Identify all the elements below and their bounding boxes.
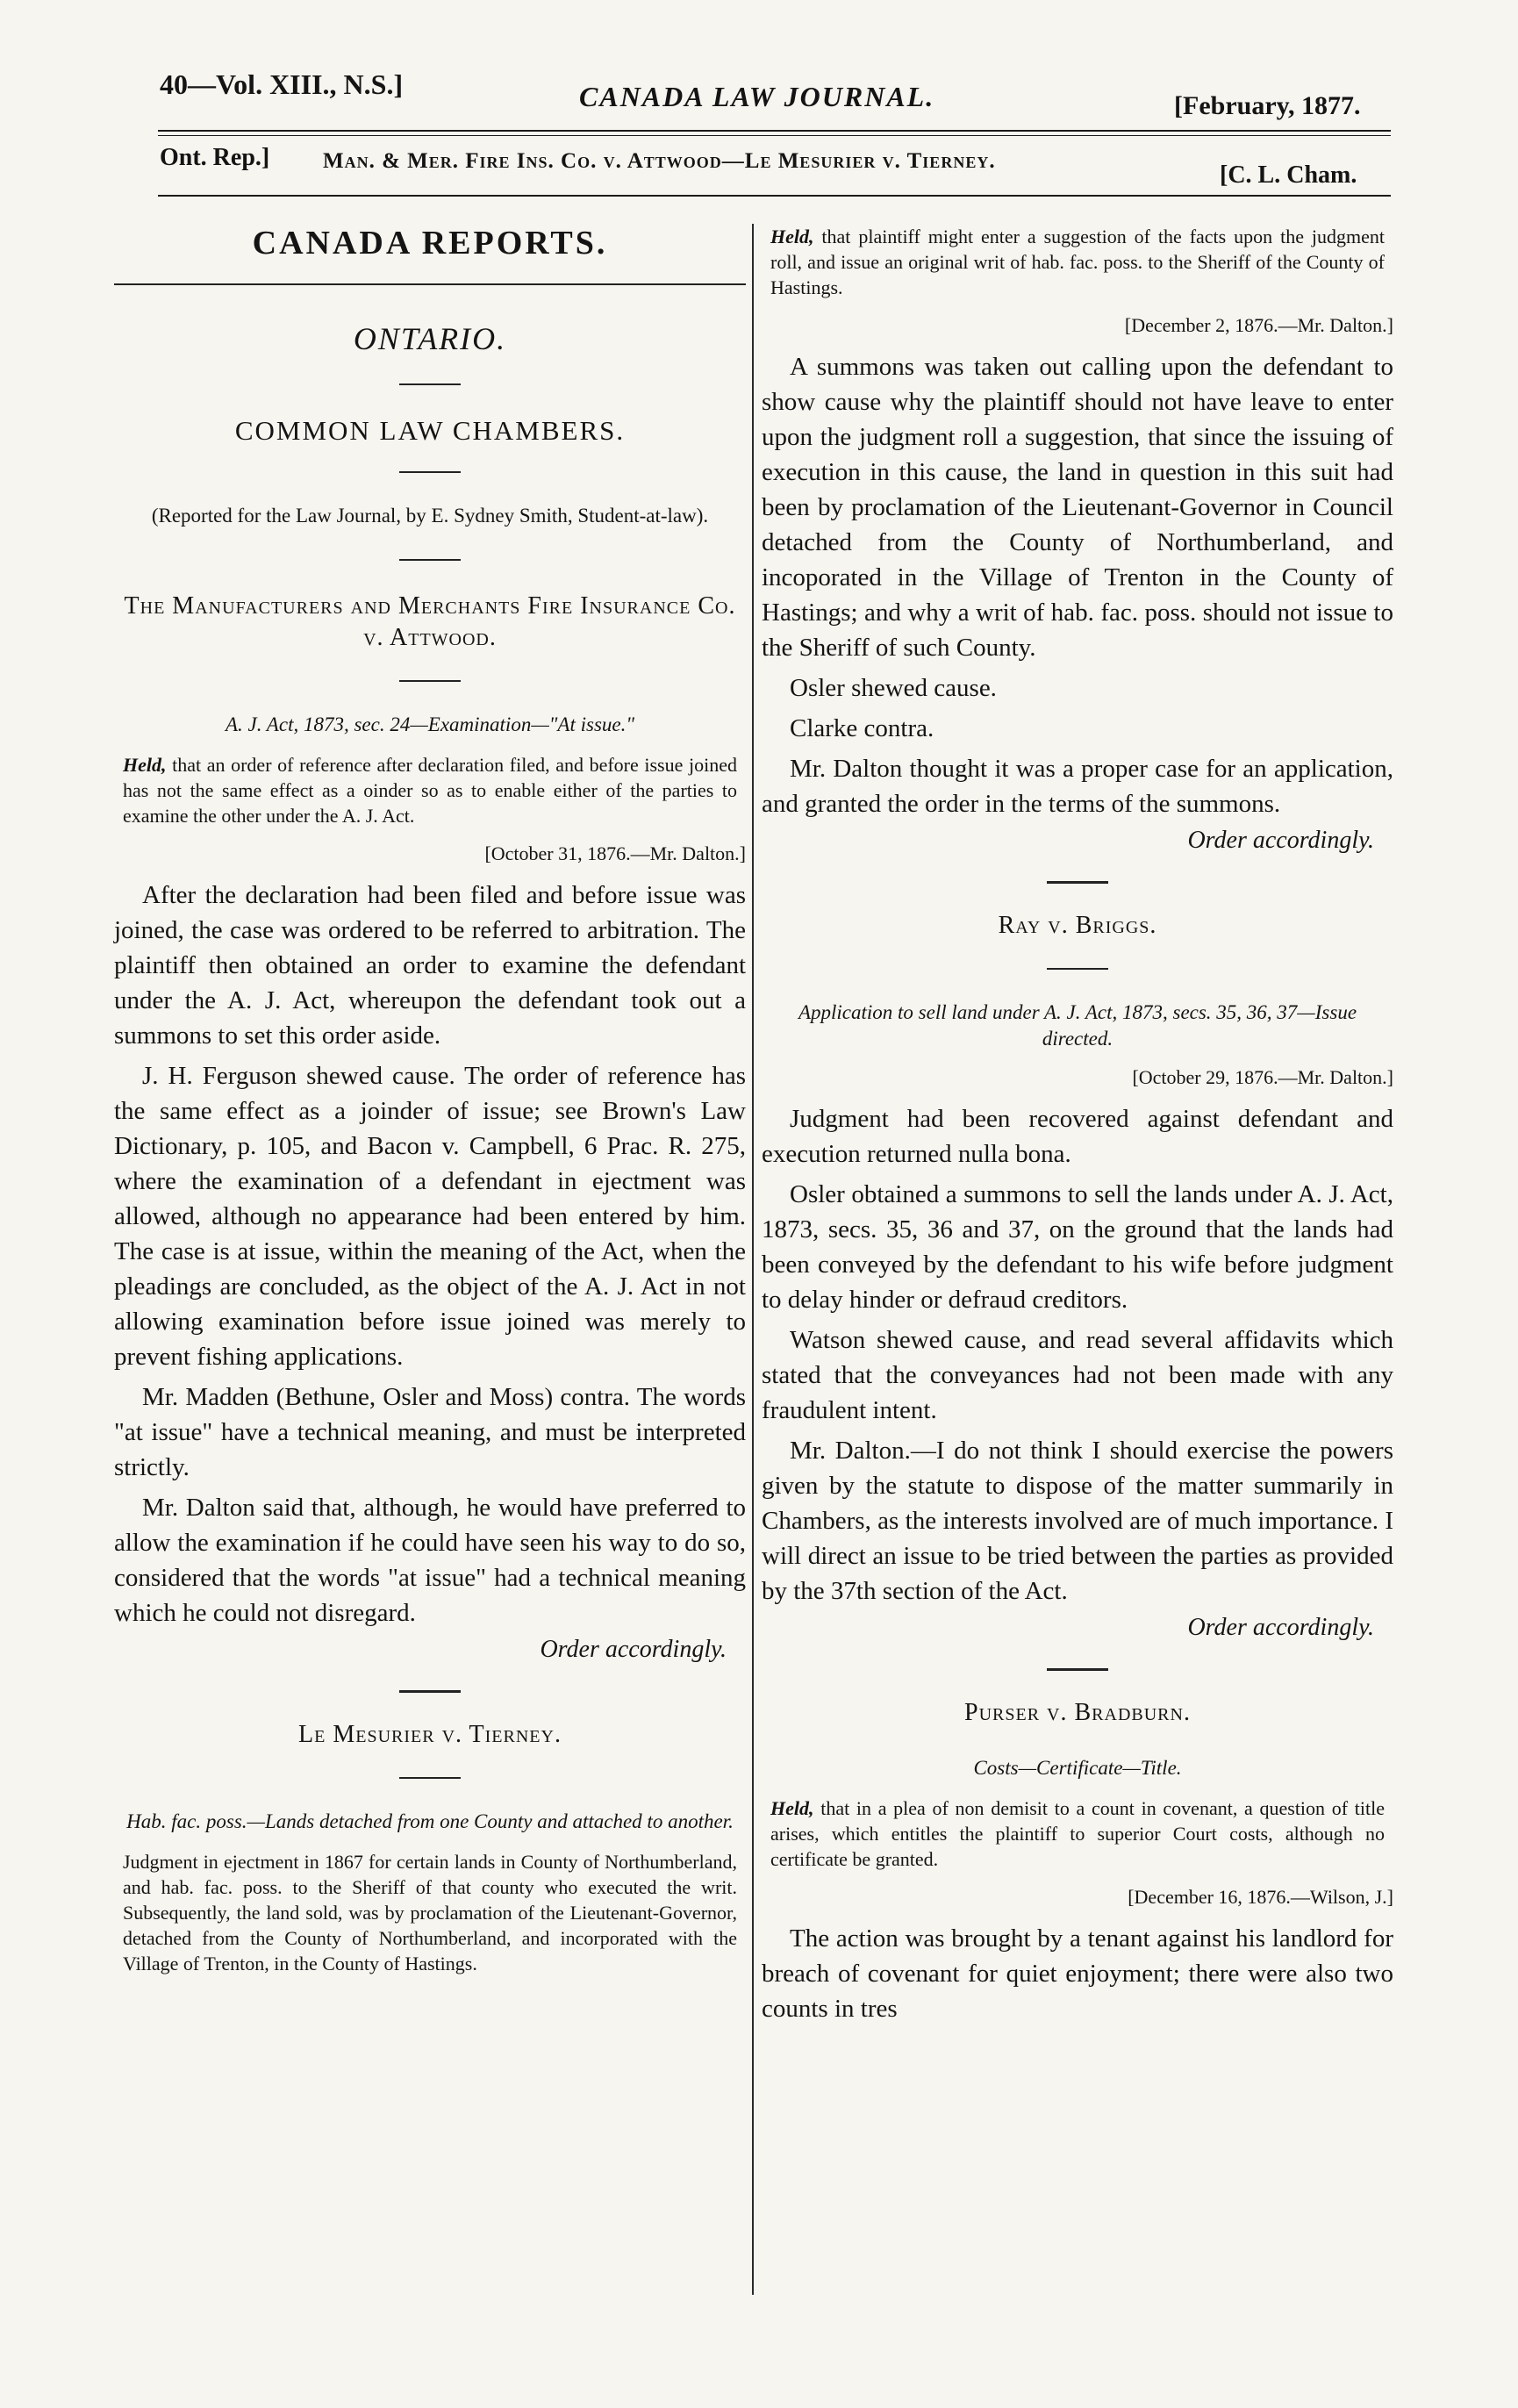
province-title: ONTARIO. [353,321,507,356]
headnote-title: Hab. fac. poss.—Lands detached from one County and attached to another. [126,1810,734,1832]
headnote-title: Application to sell land under A. J. Act, 1873, secs. 35, 36, 37—Issue directed. [798,1001,1357,1050]
section-title: CANADA REPORTS. [252,225,608,262]
headnote-title: A. J. Act, 1873, sec. 24—Examination—"At issue." [225,713,635,735]
headnote [114,752,746,828]
paragraph: Osler shewed cause. [790,674,997,702]
case-separator [1047,881,1108,884]
paragraph: Judgment had been recovered against defendant and execution returned nulla bona. [762,1105,1393,1168]
decision-date: [December 2, 1876.—Mr. Dalton.] [1124,314,1393,336]
reporter-note: (Reported for the Law Journal, by E. Sydney Smith, Student-at-law). [151,505,709,527]
held-label: Held, [770,1797,814,1819]
held-text: that plaintiff might enter a suggestion of the facts upon the judgment roll, and issue an original writ of hab. fac. poss. to the Sheriff of the County of Hastings. [770,226,1385,298]
column-divider [752,224,754,2295]
right-column [762,224,1393,2032]
paragraph: Mr. Dalton said that, although, he would have preferred to allow the examination if he could have seen his way to do so, considered that the words "at issue" had a technical meaning which he could not disregard. [114,1494,746,1627]
running-left: Ont. Rep.] [160,144,270,171]
section-rule [114,283,746,285]
left-column [114,224,746,1990]
header-rule-top [158,130,1391,132]
paragraph: The action was brought by a tenant against his landlord for breach of covenant for quiet enjoyment; there were also two counts in tres [762,1924,1393,2023]
paragraph: After the declaration had been filed and before issue was joined, the case was ordered to be referred to arbitration. The plaintiff then obtained an order to examine the defendant under the A. J. Act, whereupon the defendant took out a summons to set this order aside. [114,881,746,1050]
order-note: Order accordingly. [1187,1614,1374,1641]
held-label: Held, [770,226,814,247]
headnote: Judgment in ejectment in 1867 for certain lands in County of Northumberland, and hab. fac. poss. to the Sheriff of that county who executed the writ. Subsequently, the land sold, was by proclamation of the Lieutenant-Governor, detached from the County of Northumberland, and incorporated with the Village of Trenton, in the County of Hastings. [123,1851,737,1974]
paragraph: Mr. Madden (Bethune, Osler and Moss) contra. The words "at issue" have a technical meaning, and must be interpreted strictly. [114,1383,746,1481]
running-rule [158,195,1391,197]
headnote [762,224,1393,300]
paragraph: Clarke contra. [790,714,934,742]
paragraph: Watson shewed cause, and read several affidavits which stated that the conveyances had not been made with any fraudulent intent. [762,1326,1393,1424]
divider-short [399,680,461,682]
case-title: The Manufacturers and Merchants Fire Insurance Co. v. Attwood. [124,592,736,651]
paragraph: A summons was taken out calling upon the defendant to show cause why the plaintiff should not have leave to enter upon the judgment roll a suggestion, that since the issuing of execution in this cause, the land in question in this suit had been by proclamation of the Lieutenant-Governor in Council detached from the County of Northumberland, and incoporated in the Village of Trenton in the County of Hastings; and why a writ of hab. fac. poss. should not issue to the Sheriff of such County. [762,353,1393,662]
held-text: that in a plea of non demisit to a count in covenant, a question of title arises, which entitles the plaintiff to superior Court costs, although no certificate be granted. [770,1797,1385,1870]
court-title: COMMON LAW CHAMBERS. [234,415,626,446]
case-separator [399,1690,461,1693]
decision-date: [December 16, 1876.—Wilson, J.] [1128,1886,1393,1908]
headnote-title: Costs—Certificate—Title. [973,1757,1182,1779]
case-separator [1047,1668,1108,1671]
case-title: Purser v. Bradburn. [964,1699,1191,1726]
divider-short [1047,968,1108,970]
decision-date: [October 29, 1876.—Mr. Dalton.] [1132,1066,1393,1088]
divider-short [399,383,461,385]
paragraph: J. H. Ferguson shewed cause. The order of reference has the same effect as a joinder of issue; see Brown's Law Dictionary, p. 105, and Bacon v. Campbell, 6 Prac. R. 275, where the examination of a defendant in ejectment was allowed, although no appearance had been entered by him. The case is at issue, within the meaning of the Act, when the pleadings are concluded, as the object of the A. J. Act in not allowing examination before issue joined was merely to prevent fishing applications. [114,1062,746,1371]
journal-title: CANADA LAW JOURNAL. [579,81,935,112]
divider-short [399,559,461,561]
divider-short [399,1777,461,1779]
case-title: Ray v. Briggs. [998,912,1157,939]
held-label: Held, [123,754,167,776]
running-right: [C. L. Cham. [1220,161,1357,189]
issue-date: [February, 1877. [1174,91,1361,120]
paragraph: Osler obtained a summons to sell the lands under A. J. Act, 1873, secs. 35, 36 and 37, on the ground that the lands had been conveyed by the defendant to his wife before judgment to delay hinder or defraud creditors. [762,1180,1393,1314]
case-title: Le Mesurier v. Tierney. [298,1721,562,1748]
order-note: Order accordingly. [1187,827,1374,854]
paragraph: Mr. Dalton.—I do not think I should exercise the powers given by the statute to dispose of the matter summarily in Chambers, as the interests involved are of much importance. I will direct an issue to be tried between the parties as provided by the 37th section of the Act. [762,1437,1393,1605]
header-rule-bottom [158,135,1391,136]
order-note: Order accordingly. [540,1636,727,1663]
held-text: that an order of reference after declaration filed, and before issue joined has not the same effect as a oinder so as to enable either of the parties to examine the other under the A. J. Act. [123,754,737,827]
decision-date: [October 31, 1876.—Mr. Dalton.] [484,842,746,864]
divider-short [399,471,461,473]
headnote [762,1795,1393,1872]
paragraph: Mr. Dalton thought it was a proper case for an application, and granted the order in the terms of the summons. [762,755,1393,818]
volume-label: 40—Vol. XIII., N.S.] [160,68,404,100]
running-center: Man. & Mer. Fire Ins. Co. v. Attwood—Le Mesurier v. Tierney. [323,149,996,173]
